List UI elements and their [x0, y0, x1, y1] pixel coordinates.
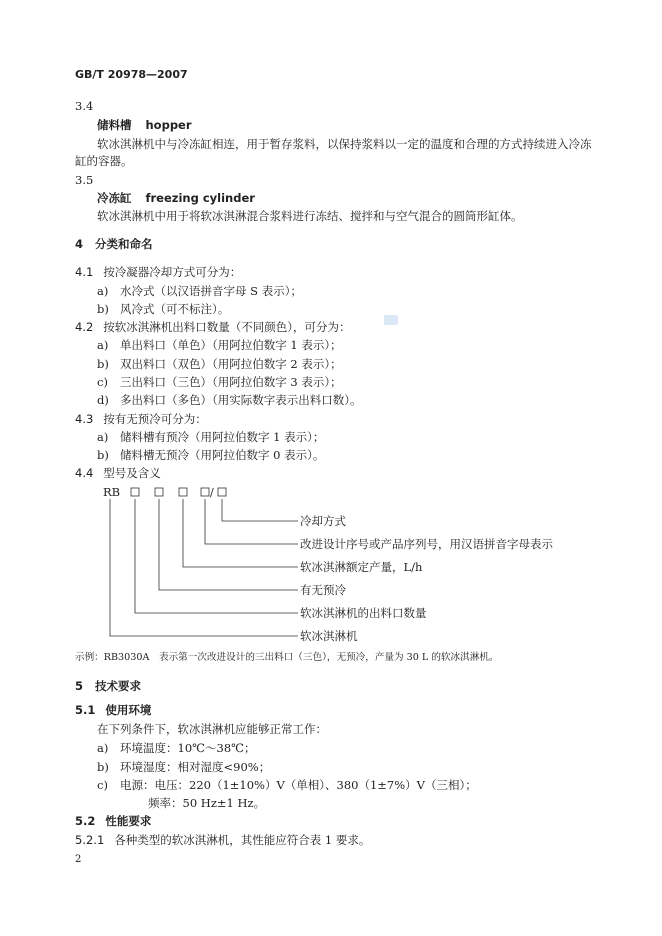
model-box-capacity: [179, 488, 187, 496]
list-text: 多出料口（多色）（用实际数字表示出料口数）。: [120, 393, 362, 407]
clause-5-2-heading: [75, 814, 151, 828]
list-text: 电源：电压：220（1±10%）V（单相）、380（1±7%）V（三相）；: [120, 778, 477, 792]
clause-4-4: [75, 466, 161, 480]
model-designation-diagram: [100, 482, 300, 644]
legend-precool: 有无预冷: [300, 583, 346, 597]
clause-3-5-number: 3.5: [75, 173, 94, 187]
clause-number: 4.2: [75, 320, 94, 334]
list-item: [97, 741, 256, 755]
list-label: b): [97, 448, 109, 462]
list-item: [97, 357, 342, 371]
list-label: b): [97, 302, 109, 316]
list-item: [97, 430, 324, 444]
list-label: b): [97, 357, 109, 371]
legend-capacity: 软冰淇淋额定产量，L/h: [300, 560, 423, 574]
leader-line-design-serial: [205, 499, 298, 544]
leader-line-precool: [159, 499, 298, 590]
example-note: [75, 651, 499, 665]
list-label: a): [97, 284, 109, 298]
list-text: 单出料口（单色）（用阿拉伯数字 1 表示）；: [120, 338, 342, 352]
example-text: RB3030A 表示第一次改进设计的三出料口（三色），无预冷，产量为 30 L 的软冰淇淋机。: [103, 652, 499, 663]
clause-text: 按有无预冷可分为：: [103, 412, 207, 426]
clause-number: 4.3: [75, 412, 94, 426]
clause-text: 按软冰淇淋机出料口数量（不同颜色），可分为：: [103, 320, 351, 334]
clause-5-1-heading: [75, 703, 151, 717]
clause-3-4-number: 3.4: [75, 99, 94, 113]
model-separator: /: [210, 486, 214, 499]
clause-4-1: [75, 265, 241, 279]
legend-machine: 软冰淇淋机: [300, 629, 358, 643]
clause-title: 性能要求: [105, 814, 152, 828]
clause-4-3: [75, 412, 207, 426]
list-item: [97, 448, 324, 462]
power-frequency: 频率：50 Hz±1 Hz。: [148, 796, 266, 810]
clause-number: 5.1: [75, 703, 96, 717]
clause-text: 按冷凝器冷却方式可分为：: [103, 265, 242, 279]
clause-title: 使用环境: [105, 703, 152, 717]
clause-text: 型号及含义: [103, 466, 161, 480]
page-number: 2: [75, 854, 82, 865]
clause-text: 各种类型的软冰淇淋机，其性能应符合表 1 要求。: [114, 833, 371, 847]
leader-line-machine: [110, 499, 298, 636]
model-box-cooling: [218, 488, 226, 496]
legend-cooling: 冷却方式: [300, 514, 346, 528]
list-text: 环境湿度：相对湿度<90%；: [120, 760, 271, 774]
list-label: a): [97, 338, 109, 352]
section-title: 分类和命名: [95, 237, 153, 251]
section-title: 技术要求: [95, 679, 142, 693]
list-text: 环境温度：10℃～38℃；: [120, 741, 256, 755]
watermark-icon: [384, 315, 398, 325]
list-item: [97, 393, 362, 407]
list-label: a): [97, 430, 109, 444]
list-text: 三出料口（三色）（用阿拉伯数字 3 表示）；: [120, 375, 342, 389]
leader-line-outlets: [135, 499, 298, 613]
clause-number: 5.2: [75, 814, 96, 828]
term-zh: 冷冻缸: [97, 191, 132, 205]
model-prefix: RB: [103, 485, 121, 499]
clause-number: 4.1: [75, 265, 94, 279]
list-item: [97, 760, 270, 774]
list-text: 双出料口（双色）（用阿拉伯数字 2 表示）；: [120, 357, 342, 371]
list-text: 储料槽有预冷（用阿拉伯数字 1 表示）；: [120, 430, 325, 444]
term-en: freezing cylinder: [145, 191, 255, 205]
list-text: 储料槽无预冷（用阿拉伯数字 0 表示）。: [120, 448, 325, 462]
list-label: a): [97, 741, 109, 755]
list-label: d): [97, 393, 109, 407]
clause-3-4-definition-line1: 软冰淇淋机中与冷冻缸相连，用于暂存浆料，以保持浆料以一定的温度和合理的方式持续进入冷冻: [97, 137, 592, 151]
example-label: 示例：: [75, 652, 104, 663]
section-5-heading: [75, 679, 141, 693]
list-label: c): [97, 375, 108, 389]
list-item: [97, 338, 342, 352]
leader-lines: [110, 499, 298, 636]
model-box-outlets: [131, 488, 139, 496]
list-item: [97, 375, 342, 389]
clause-3-4-definition-line2: 缸的容器。: [75, 154, 133, 168]
section-number: 5: [75, 679, 84, 693]
clause-number: 4.4: [75, 466, 94, 480]
list-label: c): [97, 778, 108, 792]
clause-number: 5.2.1: [75, 833, 105, 847]
list-item: [97, 778, 477, 792]
clause-3-5-definition: 软冰淇淋机中用于将软冰淇淋混合浆料进行冻结、搅拌和与空气混合的圆筒形缸体。: [97, 209, 523, 223]
clause-5-1-intro: 在下列条件下，软冰淇淋机应能够正常工作：: [97, 722, 327, 736]
term-en: hopper: [145, 118, 192, 132]
clause-3-4-term: [97, 118, 192, 132]
standard-code-header: GB/T 20978—2007: [75, 68, 188, 81]
model-box-design-serial: [201, 488, 209, 496]
clause-5-2-1: [75, 833, 370, 847]
leader-line-cooling: [222, 499, 298, 521]
leader-line-capacity: [183, 499, 298, 567]
clause-4-2: [75, 320, 351, 334]
legend-outlets: 软冰淇淋机的出料口数量: [300, 606, 427, 620]
legend-design-serial: 改进设计序号或产品序列号，用汉语拼音字母表示: [300, 537, 553, 551]
model-box-precool: [155, 488, 163, 496]
list-text: 风冷式（可不标注）。: [120, 302, 230, 316]
section-number: 4: [75, 237, 84, 251]
list-text: 水冷式（以汉语拼音字母 S 表示）；: [120, 284, 302, 298]
list-label: b): [97, 760, 109, 774]
term-zh: 储料槽: [97, 118, 132, 132]
list-item: [97, 302, 229, 316]
list-item: [97, 284, 302, 298]
section-4-heading: [75, 237, 153, 251]
clause-3-5-term: [97, 191, 255, 205]
